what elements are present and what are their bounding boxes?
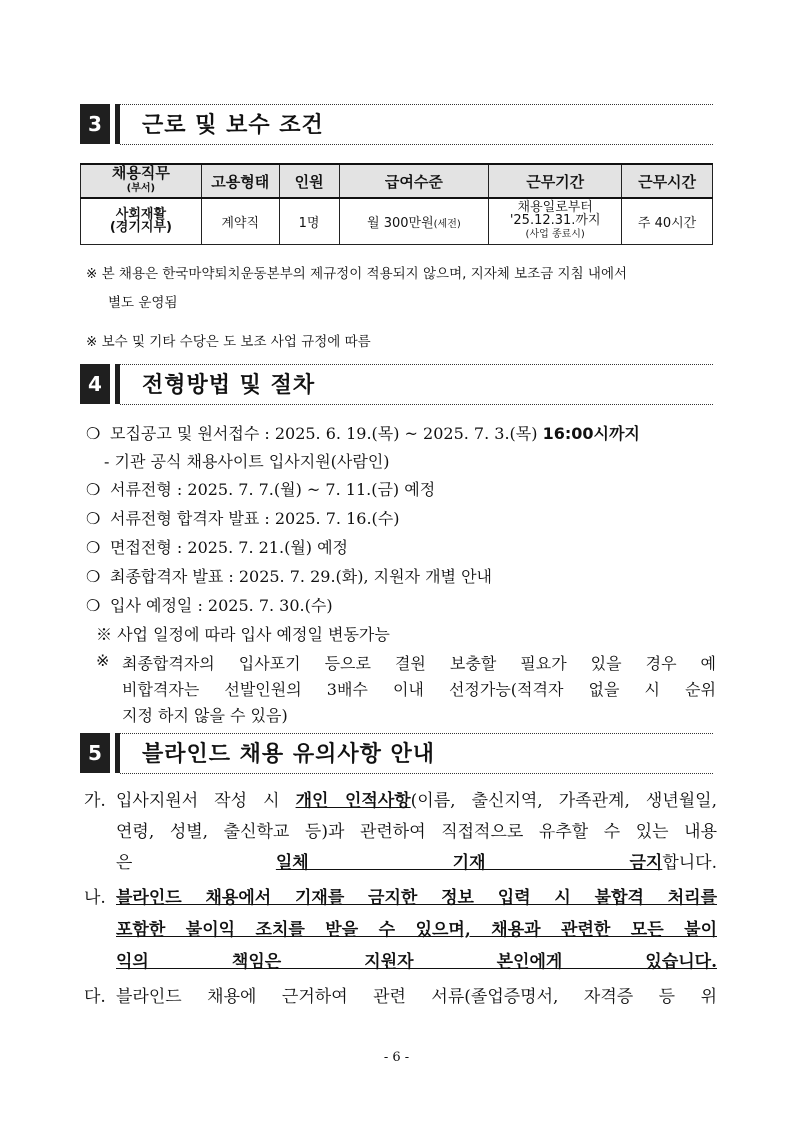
section-number: 4 xyxy=(80,364,110,404)
step-interview: ❍ 면접전형 : 2025. 7. 21.(월) 예정 xyxy=(86,538,349,557)
work-conditions-table xyxy=(80,163,713,245)
header-count: 인원 xyxy=(279,164,339,198)
cell-salary: 월 300만원(세전) xyxy=(339,198,489,244)
remark-schedule: ※ 사업 일정에 따라 입사 예정일 변동가능 xyxy=(96,625,390,644)
dotted-rule xyxy=(120,364,713,365)
dotted-rule xyxy=(120,104,713,105)
blind-item-ga: 가. 입사지원서 작성 시 개인 인적사항(이름, 출신지역, 가족관계, 생년월일, 연령, 성별, 출신학교 등)과 관련하여 직접적으로 유추할 수 있는 내용 은 일체 기재 금지합니다. xyxy=(84,786,717,879)
note-budget: ※ 본 채용은 한국마약퇴치운동본부의 제규정이 적용되지 않으며, 지자체 보조금 지침 내에서 xyxy=(86,266,628,282)
dotted-rule xyxy=(120,144,713,145)
circle-bullet-icon: ❍ xyxy=(86,480,101,499)
cell-hours: 주 40시간 xyxy=(622,198,713,244)
header-hours: 근무시간 xyxy=(622,164,713,198)
table-header-row xyxy=(81,164,713,198)
note-allowance: ※ 보수 및 기타 수당은 도 보조 사업 규정에 따름 xyxy=(86,334,371,350)
section-title: 블라인드 채용 유의사항 안내 xyxy=(142,742,436,767)
section-5-header xyxy=(80,733,713,777)
page-number: - 6 - xyxy=(383,1050,410,1065)
section-title: 전형방법 및 절차 xyxy=(142,373,316,398)
remark-mark: ※ xyxy=(96,651,110,670)
circle-bullet-icon: ❍ xyxy=(86,538,101,557)
step-document-result: ❍ 서류전형 합격자 발표 : 2025. 7. 16.(수) xyxy=(86,509,400,528)
step-application-sub: - 기관 공식 채용사이트 입사지원(사람인) xyxy=(104,452,390,471)
item-marker: 다. xyxy=(84,987,106,1007)
section-bar xyxy=(115,104,120,144)
cell-type: 계약직 xyxy=(201,198,279,244)
section-title: 근로 및 보수 조건 xyxy=(142,113,324,138)
table-row xyxy=(81,198,713,244)
circle-bullet-icon: ❍ xyxy=(86,567,101,586)
step-document-screening: ❍ 서류전형 : 2025. 7. 7.(월) ~ 7. 11.(금) 예정 xyxy=(86,480,436,499)
header-period: 근무기간 xyxy=(489,164,622,198)
cell-duty: 사회재활 (경기지부) xyxy=(81,198,202,244)
header-salary: 급여수준 xyxy=(339,164,489,198)
header-type: 고용형태 xyxy=(201,164,279,198)
blind-item-na: 나. 블라인드 채용에서 기재를 금지한 정보 입력 시 불합격 처리를 포함한 불이익 조치를 받을 수 있으며, 채용과 관련한 모든 불이 익의 책임은 지원자 본인에게 있습니다. xyxy=(84,882,717,978)
blind-item-da: 다. 블라인드 채용에 근거하여 관련 서류(졸업증명서, 자격증 등 위 xyxy=(84,982,717,1013)
section-4-header xyxy=(80,364,713,408)
item-marker: 가. xyxy=(84,791,106,811)
dotted-rule xyxy=(120,733,713,734)
cell-period: 채용일로부터 '25.12.31.까지 (사업 종료시) xyxy=(489,198,622,244)
dotted-rule xyxy=(120,773,713,774)
note-budget-cont: 별도 운영됨 xyxy=(108,295,178,311)
step-start-date: ❍ 입사 예정일 : 2025. 7. 30.(수) xyxy=(86,596,333,615)
section-bar xyxy=(115,733,120,773)
dotted-rule xyxy=(120,404,713,405)
circle-bullet-icon: ❍ xyxy=(86,424,101,443)
step-final-result: ❍ 최종합격자 발표 : 2025. 7. 29.(화), 지원자 개별 안내 xyxy=(86,567,493,586)
item-marker: 나. xyxy=(84,888,106,908)
circle-bullet-icon: ❍ xyxy=(86,509,101,528)
section-bar xyxy=(115,364,120,404)
cell-count: 1명 xyxy=(279,198,339,244)
step-application: ❍ 모집공고 및 원서접수 : 2025. 6. 19.(목) ~ 2025. 7. 3.(목) 16:00시까지 xyxy=(86,424,640,443)
remark-reserve: ※ 최종합격자의 입사포기 등으로 결원 보충할 필요가 있을 경우 예 비합격자는 선발인원의 3배수 이내 선정가능(적격자 없을 시 순위 지정 하지 않을 수 있음) xyxy=(96,651,716,725)
header-duty: 채용직무 (부서) xyxy=(81,164,202,198)
circle-bullet-icon: ❍ xyxy=(86,596,101,615)
section-3-header xyxy=(80,104,713,148)
section-number: 3 xyxy=(80,104,110,144)
section-number: 5 xyxy=(80,733,110,773)
